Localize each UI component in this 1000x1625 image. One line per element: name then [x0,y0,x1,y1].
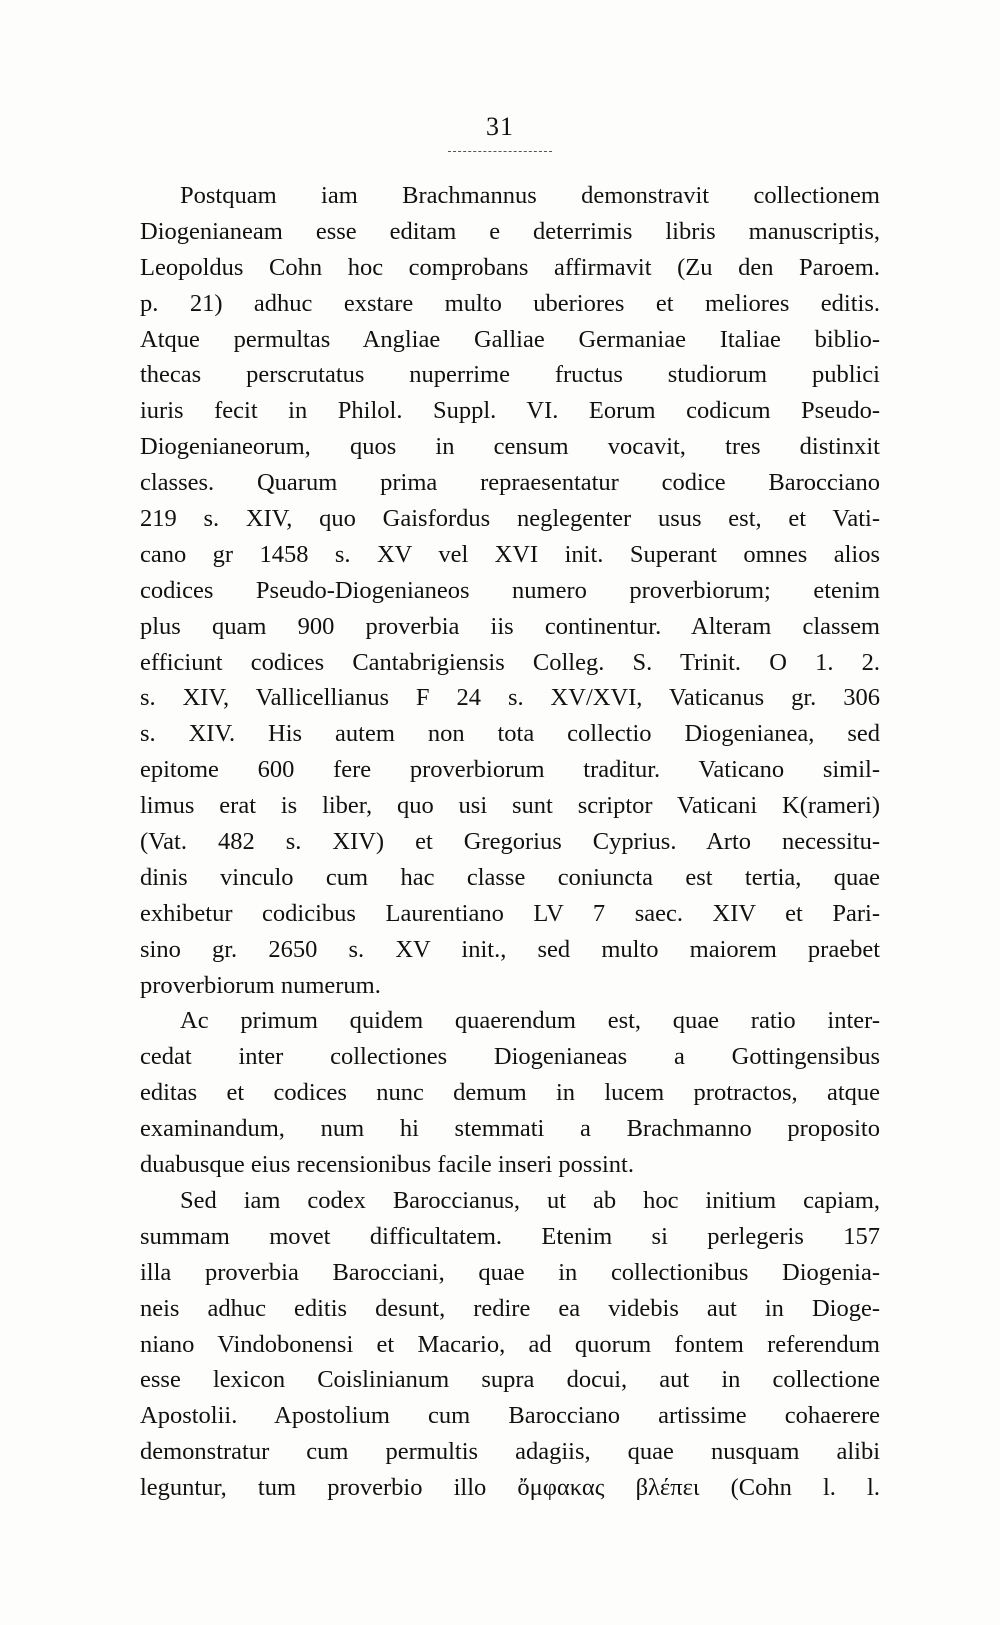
text-line: iuris fecit in Philol. Suppl. VI. Eorum codicum Pseudo- [140,397,880,425]
text-line: s. XIV, Vallicellianus F 24 s. XV/XVI, Vaticanus gr. 306 [140,684,880,712]
text-line: proverbiorum numerum. [140,971,381,999]
text-line: leguntur, tum proverbio illo ὄμφακας βλέπει (Cohn l. l. [140,1474,880,1502]
text-line: s. XIV. His autem non tota collectio Diogenianea, sed [140,720,880,748]
text-line: Atque permultas Angliae Galliae Germaniae Italiae biblio- [140,325,880,353]
text-line: Diogenianeam esse editam e deterrimis libris manuscriptis, [140,217,880,245]
text-line: codices Pseudo-Diogenianeos numero proverbiorum; etenim [140,576,880,604]
page-number: 31 [486,112,514,141]
text-line: 219 s. XIV, quo Gaisfordus neglegenter usus est, et Vati- [140,505,880,533]
text-line: plus quam 900 proverbia iis continentur. Alteram classem [140,612,880,640]
body-text [140,178,880,1506]
text-line: exhibetur codicibus Laurentiano LV 7 saec. XIV et Pari- [140,899,880,927]
text-line: summam movet difficultatem. Etenim si perlegeris 157 [140,1222,880,1250]
text-line: illa proverbia Barocciani, quae in collectionibus Diogenia- [140,1258,880,1286]
text-line: limus erat is liber, quo usi sunt scriptor Vaticani K(rameri) [140,792,880,820]
text-line: classes. Quarum prima repraesentatur codice Barocciano [140,469,880,497]
text-line: efficiunt codices Cantabrigiensis Colleg. S. Trinit. O 1. 2. [140,648,880,676]
text-line: Leopoldus Cohn hoc comprobans affirmavit (Zu den Paroem. [140,253,880,281]
text-line: duabusque eius recensionibus facile inseri possint. [140,1151,634,1179]
text-line: examinandum, num hi stemmati a Brachmanno proposito [140,1115,880,1143]
text-line: cano gr 1458 s. XV vel XVI init. Superant omnes alios [140,540,880,568]
text-line: epitome 600 fere proverbiorum traditur. Vaticano simil- [140,756,880,784]
text-line: editas et codices nunc demum in lucem protractos, atque [140,1079,880,1107]
text-line: Diogenianeorum, quos in censum vocavit, tres distinxit [140,433,880,461]
text-line: Ac primum quidem quaerendum est, quae ratio inter- [180,1007,880,1035]
text-line: thecas perscrutatus nuperrime fructus studiorum publici [140,361,880,389]
header-rule [448,151,552,152]
text-line: Postquam iam Brachmannus demonstravit collectionem [180,182,880,209]
text-line: sino gr. 2650 s. XV init., sed multo maiorem praebet [140,935,880,963]
text-line: (Vat. 482 s. XIV) et Gregorius Cyprius. Arto necessitu- [140,828,880,856]
text-line: p. 21) adhuc exstare multo uberiores et meliores editis. [140,289,880,317]
text-line: dinis vinculo cum hac classe coniuncta est tertia, quae [140,863,880,891]
text-line: Sed iam codex Baroccianus, ut ab hoc initium capiam, [180,1186,880,1214]
text-line: cedat inter collectiones Diogenianeas a Gottingensibus [140,1043,880,1071]
text-line: Apostolii. Apostolium cum Barocciano artissime cohaerere [140,1402,880,1430]
text-line: esse lexicon Coislinianum supra docui, aut in collectione [140,1366,880,1394]
text-line: niano Vindobonensi et Macario, ad quorum fontem referendum [140,1330,880,1358]
text-line: neis adhuc editis desunt, redire ea videbis aut in Dioge- [140,1294,880,1322]
text-line: demonstratur cum permultis adagiis, quae nusquam alibi [140,1438,880,1466]
